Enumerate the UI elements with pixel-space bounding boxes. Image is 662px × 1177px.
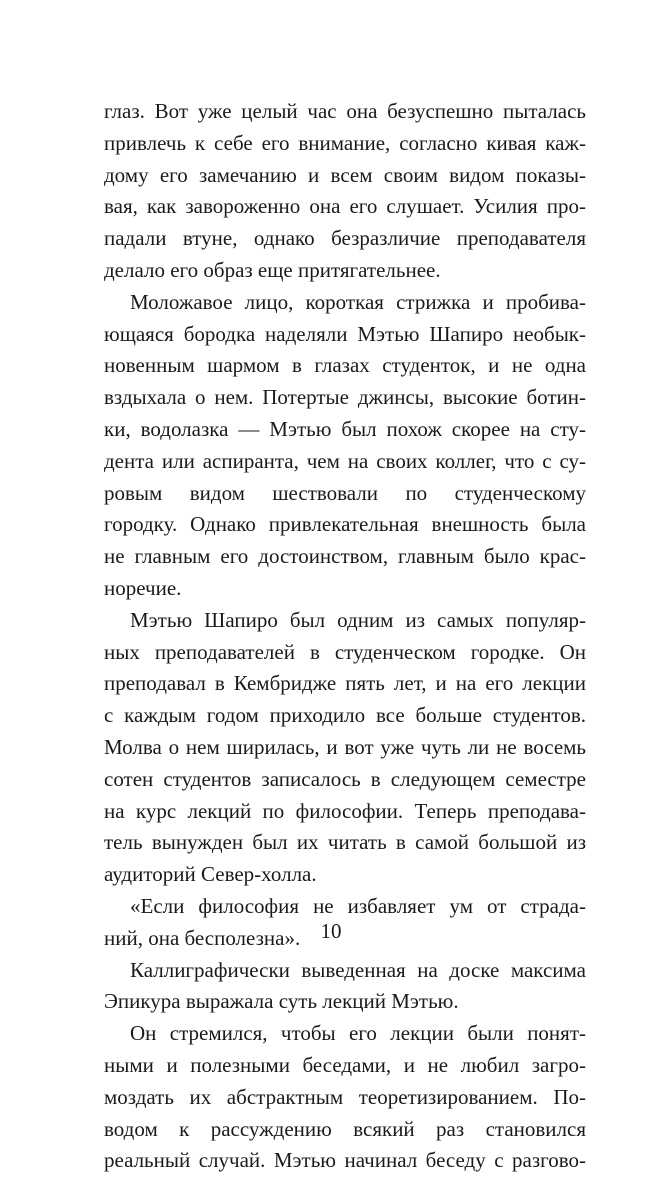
text-line: ными и полезными беседами, и не любил загро- bbox=[104, 1052, 586, 1077]
text-line: ных преподавателей в студенческом городке. Он bbox=[104, 639, 586, 664]
text-line: Каллиграфически выведенная на доске максима bbox=[130, 957, 586, 982]
text-line: дента или аспиранта, чем на своих коллег, что с су- bbox=[104, 448, 586, 473]
text-line: Эпикура выражала суть лекций Мэтью. bbox=[104, 989, 459, 1014]
text-line: сотен студентов записалось в следующем семестре bbox=[104, 766, 586, 791]
page-number: 10 bbox=[320, 919, 342, 943]
text-line: Моложавое лицо, короткая стрижка и пробива- bbox=[130, 289, 586, 314]
text-line: ровым видом шествовали по студенческому bbox=[104, 480, 586, 505]
text-line: новенным шармом в глазах студенток, и не одна bbox=[104, 353, 586, 378]
paragraph bbox=[104, 605, 586, 891]
text-line: реальный случай. Мэтью начинал беседу с разгово- bbox=[104, 1148, 586, 1173]
paragraph bbox=[104, 955, 586, 1019]
text-line: ки, водолазка — Мэтью был похож скорее на сту- bbox=[104, 416, 586, 441]
text-line: «Если философия не избавляет ум от страда- bbox=[130, 893, 586, 918]
text-line: вздыхала о нем. Потертые джинсы, высокие ботин- bbox=[104, 385, 586, 410]
paragraph bbox=[104, 287, 586, 605]
text-line: привлечь к себе его внимание, согласно кивая каж- bbox=[104, 130, 586, 155]
text-line: не главным его достоинством, главным было крас- bbox=[104, 544, 586, 569]
text-line: дому его замечанию и всем своим видом показы- bbox=[104, 162, 586, 187]
text-line: тель вынужден был их читать в самой большой из bbox=[104, 830, 586, 855]
text-line: с каждым годом приходило все больше студентов. bbox=[104, 703, 586, 728]
text-line: вая, как завороженно она его слушает. Усилия про- bbox=[104, 194, 586, 219]
text-line: водом к рассуждению всякий раз становился bbox=[104, 1116, 586, 1141]
paragraph bbox=[104, 96, 586, 287]
paragraph bbox=[104, 1018, 586, 1177]
text-line: Мэтью Шапиро был одним из самых популяр- bbox=[130, 607, 586, 632]
text-line: аудиторий Север-холла. bbox=[104, 862, 317, 887]
text-line: преподавал в Кембридже пять лет, и на его лекции bbox=[104, 671, 586, 696]
text-line: Молва о нем ширилась, и вот уже чуть ли не восемь bbox=[104, 734, 586, 759]
text-line: делало его образ еще притягательнее. bbox=[104, 257, 441, 282]
text-line: ющаяся бородка наделяли Мэтью Шапиро необык- bbox=[104, 321, 586, 346]
body-text bbox=[104, 96, 586, 1177]
text-line: моздать их абстрактным теоретизированием. По- bbox=[104, 1084, 586, 1109]
text-line: городку. Однако привлекательная внешность была bbox=[104, 512, 586, 537]
text-line: ний, она бесполезна». bbox=[104, 925, 301, 950]
text-line: глаз. Вот уже целый час она безуспешно пыталась bbox=[104, 99, 586, 123]
text-line: норечие. bbox=[104, 575, 182, 600]
text-line: Он стремился, чтобы его лекции были понят- bbox=[130, 1021, 586, 1046]
text-line: падали втуне, однако безразличие преподавателя bbox=[104, 226, 586, 251]
text-line: на курс лекций по философии. Теперь преподава- bbox=[104, 798, 586, 823]
